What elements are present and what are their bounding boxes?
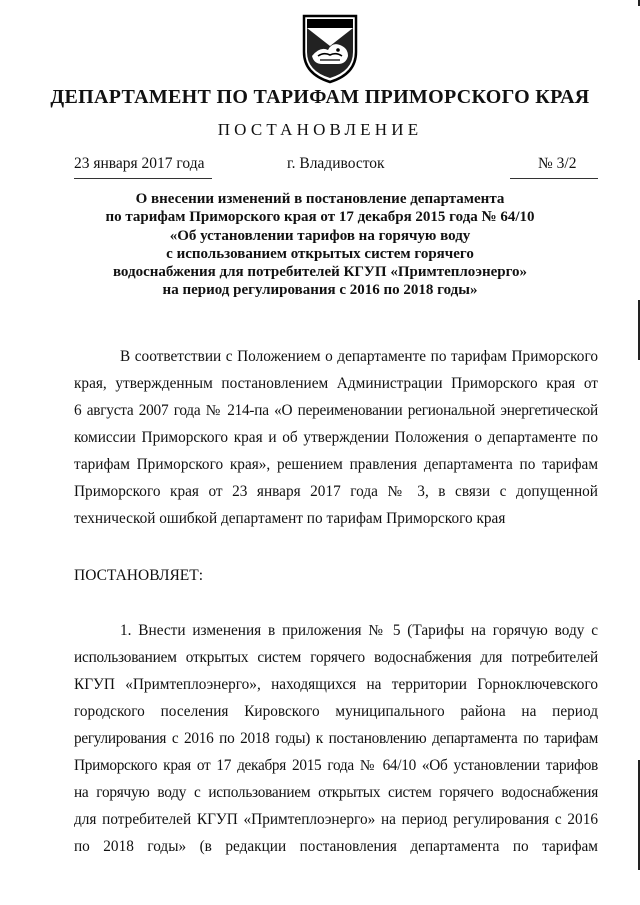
item-1-line: для потребителей КГУП «Примтеплоэнерго» на период регулирования с 2016 [74,811,598,828]
heading-line: по тарифам Приморского края от 17 декабря 2015 года № 64/10 [105,209,535,226]
heading-line: на период регулирования с 2016 по 2018 годы» [162,282,478,299]
preamble-line: края, утвержденным постановлением Администрации Приморского края от [74,375,598,392]
document-city: г. Владивосток [287,155,385,172]
date-underline [74,178,212,179]
heading-line: «Об установлении тарифов на горячую воду [169,227,471,244]
item-1-line: использованием открытых систем горячего водоснабжения для потребителей [74,649,598,666]
decree-word: ПОСТАНОВЛЯЕТ: [74,567,204,584]
document-number: № 3/2 [538,155,577,172]
heading-line: О внесении изменений в постановление департамента [135,191,505,207]
document-date: 23 января 2017 года [74,155,205,172]
department-title: ДЕПАРТАМЕНТ ПО ТАРИФАМ ПРИМОРСКОГО КРАЯ [50,86,590,108]
item-1-line: КГУП «Примтеплоэнерго», находящихся на территории Горноключевского [74,676,598,693]
item-1-paragraph [74,617,598,860]
preamble-line: В соответствии с Положением о департаменте по тарифам Приморского [120,348,598,365]
document-type: ПОСТАНОВЛЕНИЕ [217,120,423,139]
preamble-line: 6 августа 2007 года № 214-па «О переименовании региональной энергетической [74,402,598,419]
item-1-line: по 2018 годы» (в редакции постановления департамента по тарифам [74,838,598,855]
document-heading [80,190,560,300]
item-1-line: Приморского края от 17 декабря 2015 года № 64/10 «Об установлении тарифов [74,757,598,774]
preamble-line: Приморского края от 23 января 2017 года № 3, в связи с допущенной [74,483,598,500]
preamble-line: технической ошибкой департамент по тарифам Приморского края [74,510,506,527]
heading-line: с использованием открытых систем горячего [166,245,474,262]
coat-of-arms-emblem [298,12,362,84]
preamble-line: комиссии Приморского края и об утверждении Положения о департаменте по [74,429,598,446]
item-1-line: городского поселения Кировского муниципального района на период [74,703,598,720]
heading-line: водоснабжения для потребителей КГУП «Примтеплоэнерго» [112,264,528,281]
preamble-paragraph [74,343,598,532]
item-1-line: 1. Внести изменения в приложения № 5 (Тарифы на горячую воду с [120,622,598,639]
number-underline [510,178,598,179]
item-1-line: на горячую воду с использованием открытых систем горячего водоснабжения [74,784,598,801]
preamble-line: тарифам Приморского края», решением правления департамента по тарифам [74,456,598,473]
item-1-line: регулирования с 2016 по 2018 годы) к постановлению департамента по тарифам [74,730,598,747]
